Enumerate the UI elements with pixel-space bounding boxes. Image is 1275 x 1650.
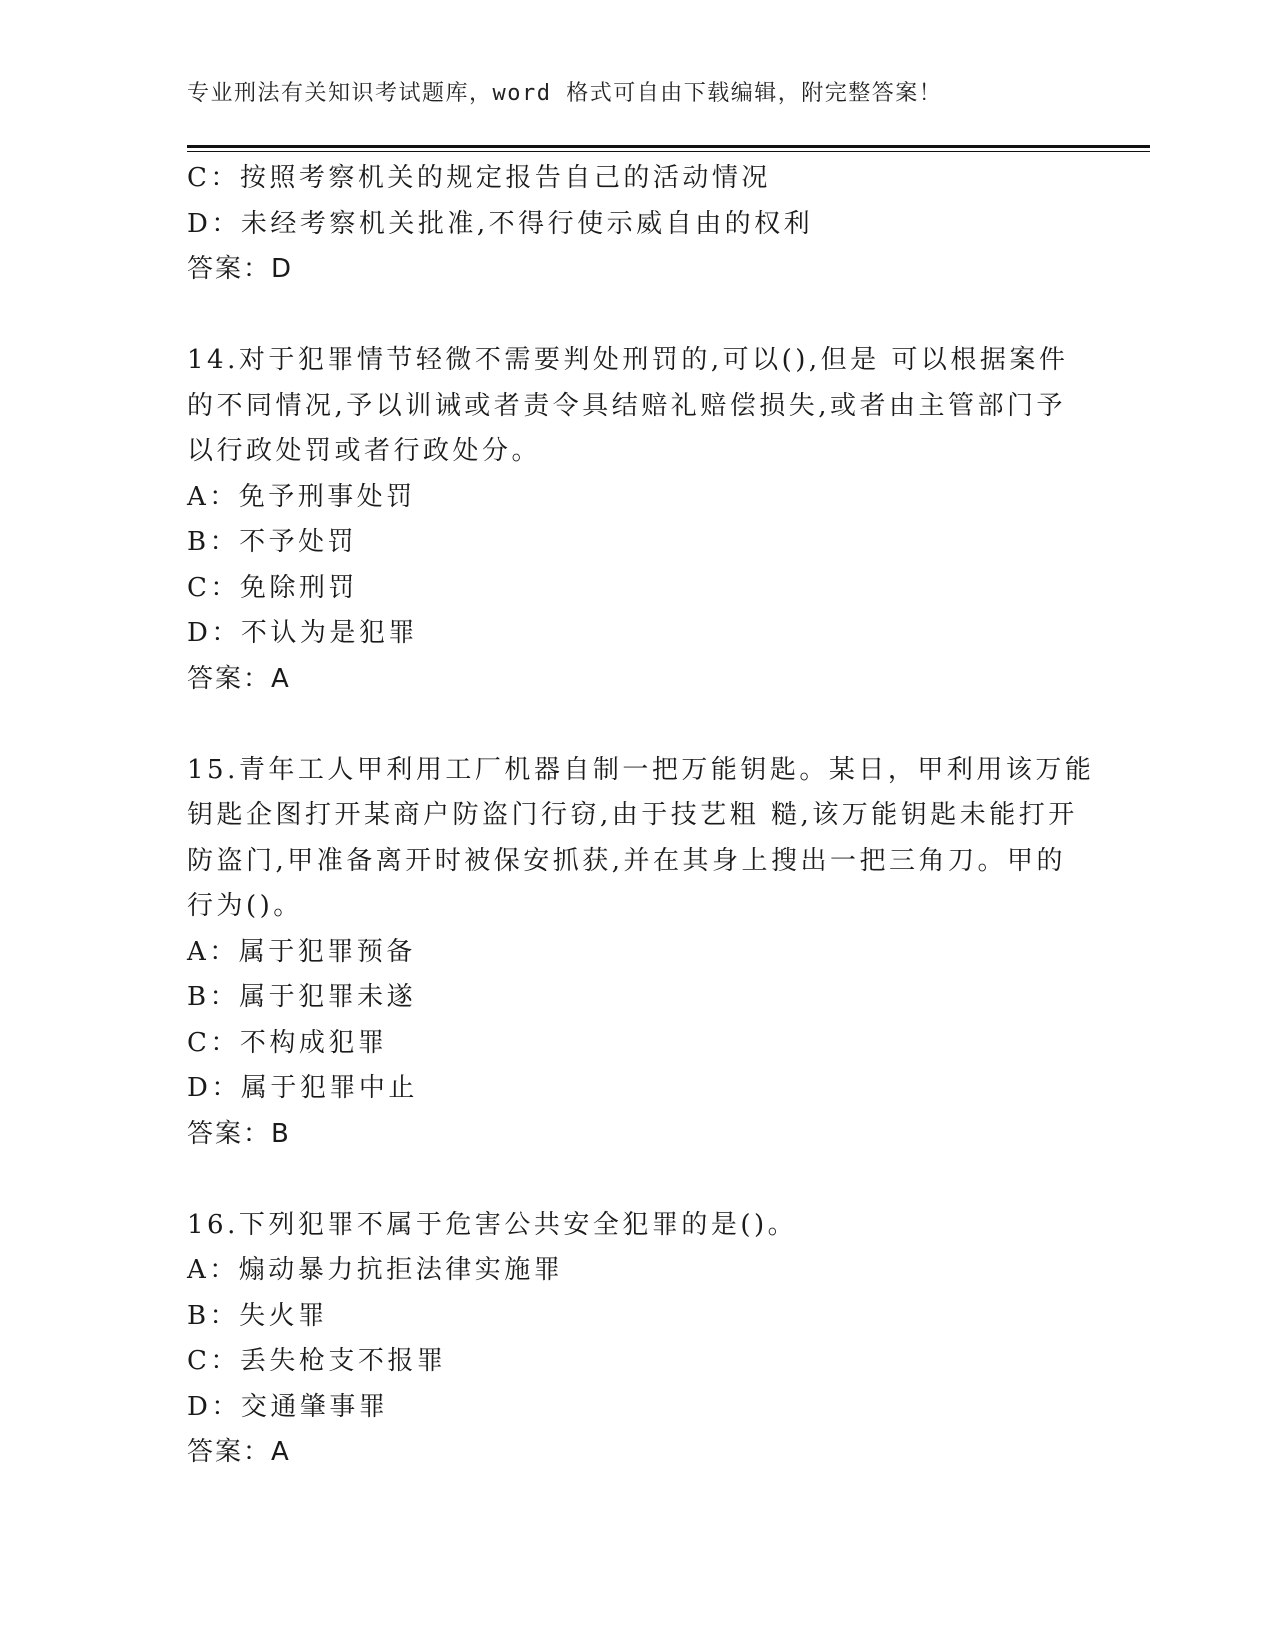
option-c: C：不构成犯罪 [187, 1027, 388, 1058]
question-content [187, 156, 1095, 1476]
question-stem: 行为()。 [187, 891, 303, 921]
option-d: D：属于犯罪中止 [187, 1073, 418, 1103]
question-stem: 以行政处罚或者行政处分。 [187, 436, 542, 466]
question-stem: 钥匙企图打开某商户防盗门行窃,由于技艺粗 糙,该万能钥匙未能打开 [187, 800, 1078, 830]
question-stem: 15.青年工人甲利用工厂机器自制一把万能钥匙。某日，甲利用该万能 [187, 754, 1095, 785]
option-a: A：属于犯罪预备 [187, 936, 416, 967]
question-stem: 16.下列犯罪不属于危害公共安全犯罪的是()。 [187, 1209, 798, 1240]
option-b: B：失火罪 [187, 1300, 328, 1331]
option-c: C：按照考察机关的规定报告自己的活动情况 [187, 163, 771, 193]
question-15 [187, 748, 1095, 1158]
option-a: A：煽动暴力抗拒法律实施罪 [187, 1255, 564, 1285]
header-rule-thin [187, 151, 1150, 152]
option-b: B：属于犯罪未遂 [187, 982, 417, 1012]
option-b: B：不予处罚 [187, 527, 358, 557]
answer: 答案：D [187, 254, 294, 284]
question-stem: 14.对于犯罪情节轻微不需要判处刑罚的,可以(),但是 可以根据案件 [187, 345, 1069, 375]
answer: 答案：A [187, 663, 291, 694]
question-stem: 的不同情况,予以训诫或者责令具结赔礼赔偿损失,或者由主管部门予 [187, 390, 1067, 421]
option-d: D：未经考察机关批准,不得行使示威自由的权利 [187, 208, 814, 239]
answer: 答案：B [187, 1118, 291, 1149]
header-rule-thick [187, 145, 1150, 148]
question-stem: 防盗门,甲准备离开时被保安抓获,并在其身上搜出一把三角刀。甲的 [187, 845, 1067, 876]
question-16 [187, 1203, 1087, 1476]
answer: 答案：A [187, 1437, 291, 1467]
spacer [187, 293, 1087, 339]
prev-question-block [187, 156, 1087, 293]
spacer [187, 1157, 1087, 1203]
spacer [187, 702, 1087, 748]
option-a: A：免予刑事处罚 [187, 481, 416, 512]
option-d: D：交通肇事罪 [187, 1391, 389, 1422]
question-14 [187, 338, 1087, 702]
option-c: C：免除刑罚 [187, 572, 358, 603]
option-d: D：不认为是犯罪 [187, 618, 418, 648]
page-header: 专业刑法有关知识考试题库，word 格式可自由下载编辑，附完整答案！ [187, 81, 943, 106]
option-c: C：丢失枪支不报罪 [187, 1346, 447, 1376]
